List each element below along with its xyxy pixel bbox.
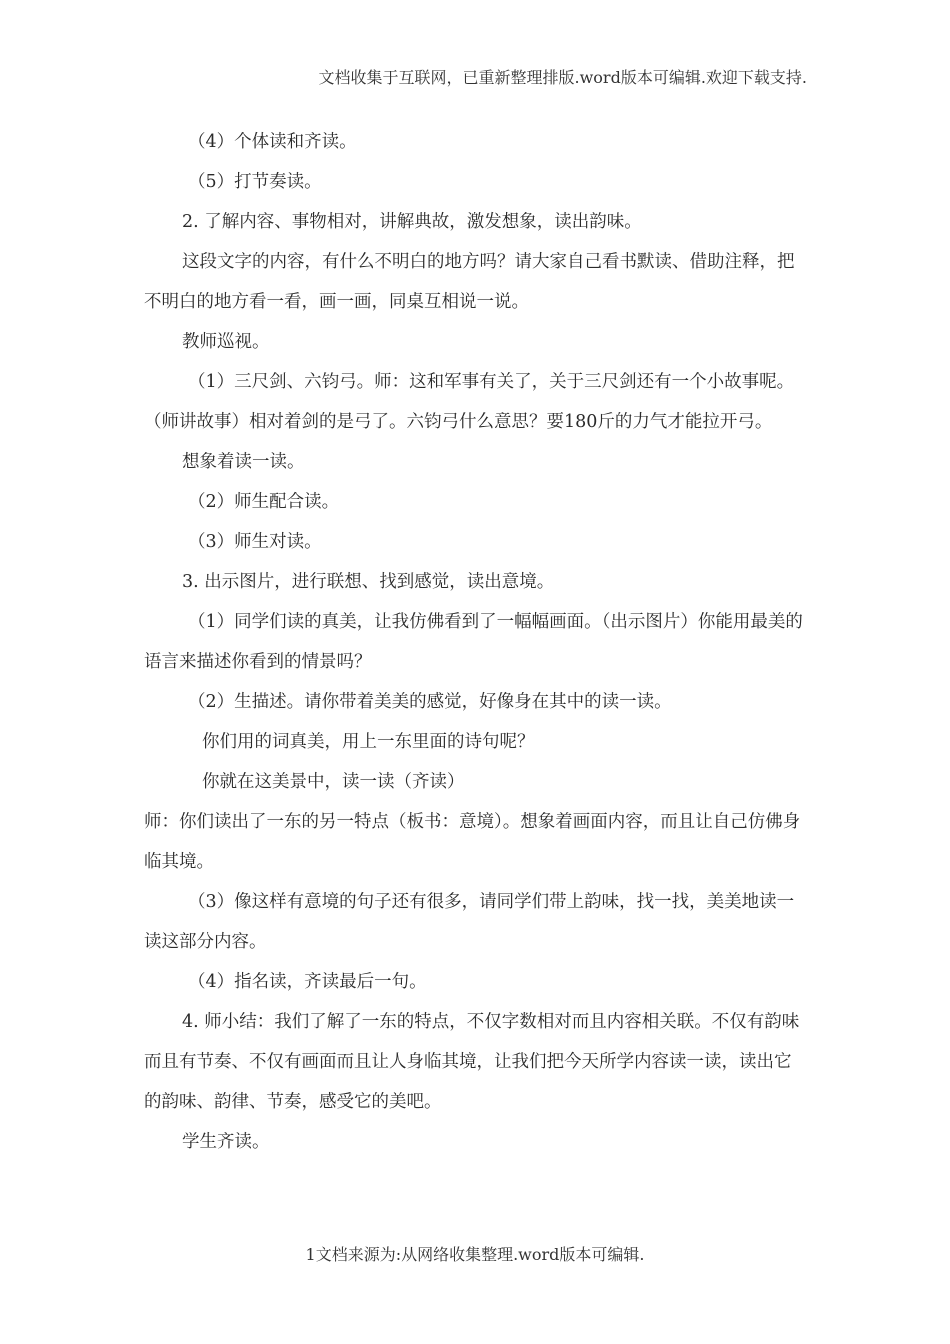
paragraph-3: 2. 了解内容、事物相对，讲解典故，激发想象，读出韵味。 (182, 212, 642, 232)
paragraph-16: （3）像这样有意境的句子还有很多，请同学们带上韵味，找一找，美美地读一读这部分内容。 (144, 892, 795, 952)
paragraph-2: （5）打节奏读。 (188, 172, 322, 192)
paragraph-7: 想象着读一读。 (182, 452, 305, 472)
paragraph-19: 学生齐读。 (182, 1132, 270, 1152)
paragraph-4: 这段文字的内容，有什么不明白的地方吗？请大家自己看书默读、借助注释，把不明白的地方看一看，画一画，同桌互相说一说。 (144, 252, 795, 312)
page-header: 文档收集于互联网，已重新整理排版.word版本可编辑.欢迎下载支持. (318, 68, 807, 87)
paragraph-1: （4）个体读和齐读。 (188, 132, 357, 152)
paragraph-11: （1）同学们读的真美，让我仿佛看到了一幅幅画面。（出示图片）你能用最美的语言来描述你看到的情景吗？ (144, 612, 803, 672)
paragraph-15: 师：你们读出了一东的另一特点（板书：意境）。想象着画面内容，而且让自己仿佛身临其境。 (144, 812, 801, 872)
paragraph-18: 4. 师小结：我们了解了一东的特点，不仅字数相对而且内容相关联。不仅有韵味而且有节奏、不仅有画面而且让人身临其境，让我们把今天所学内容读一读，读出它的韵味、韵律、节奏，感受它的美吧。 (144, 1012, 800, 1112)
paragraph-9: （3）师生对读。 (188, 532, 322, 552)
paragraph-6: （1）三尺剑、六钧弓。师：这和军事有关了，关于三尺剑还有一个小故事呢。（师讲故事）相对着剑的是弓了。六钧弓什么意思？要180斤的力气才能拉开弓。 (144, 372, 795, 432)
paragraph-8: （2）师生配合读。 (188, 492, 340, 512)
paragraph-5: 教师巡视。 (182, 332, 270, 352)
page-footer: 1文档来源为:从网络收集整理.word版本可编辑. (305, 1245, 645, 1264)
paragraph-17: （4）指名读，齐读最后一句。 (188, 972, 427, 992)
paragraph-10: 3. 出示图片，进行联想、找到感觉，读出意境。 (182, 572, 555, 592)
document-body (144, 122, 808, 1162)
paragraph-13: 你们用的词真美，用上一东里面的诗句呢？ (202, 732, 535, 752)
paragraph-14: 你就在这美景中，读一读（齐读） (202, 772, 465, 792)
paragraph-12: （2）生描述。请你带着美美的感觉，好像身在其中的读一读。 (188, 692, 672, 712)
